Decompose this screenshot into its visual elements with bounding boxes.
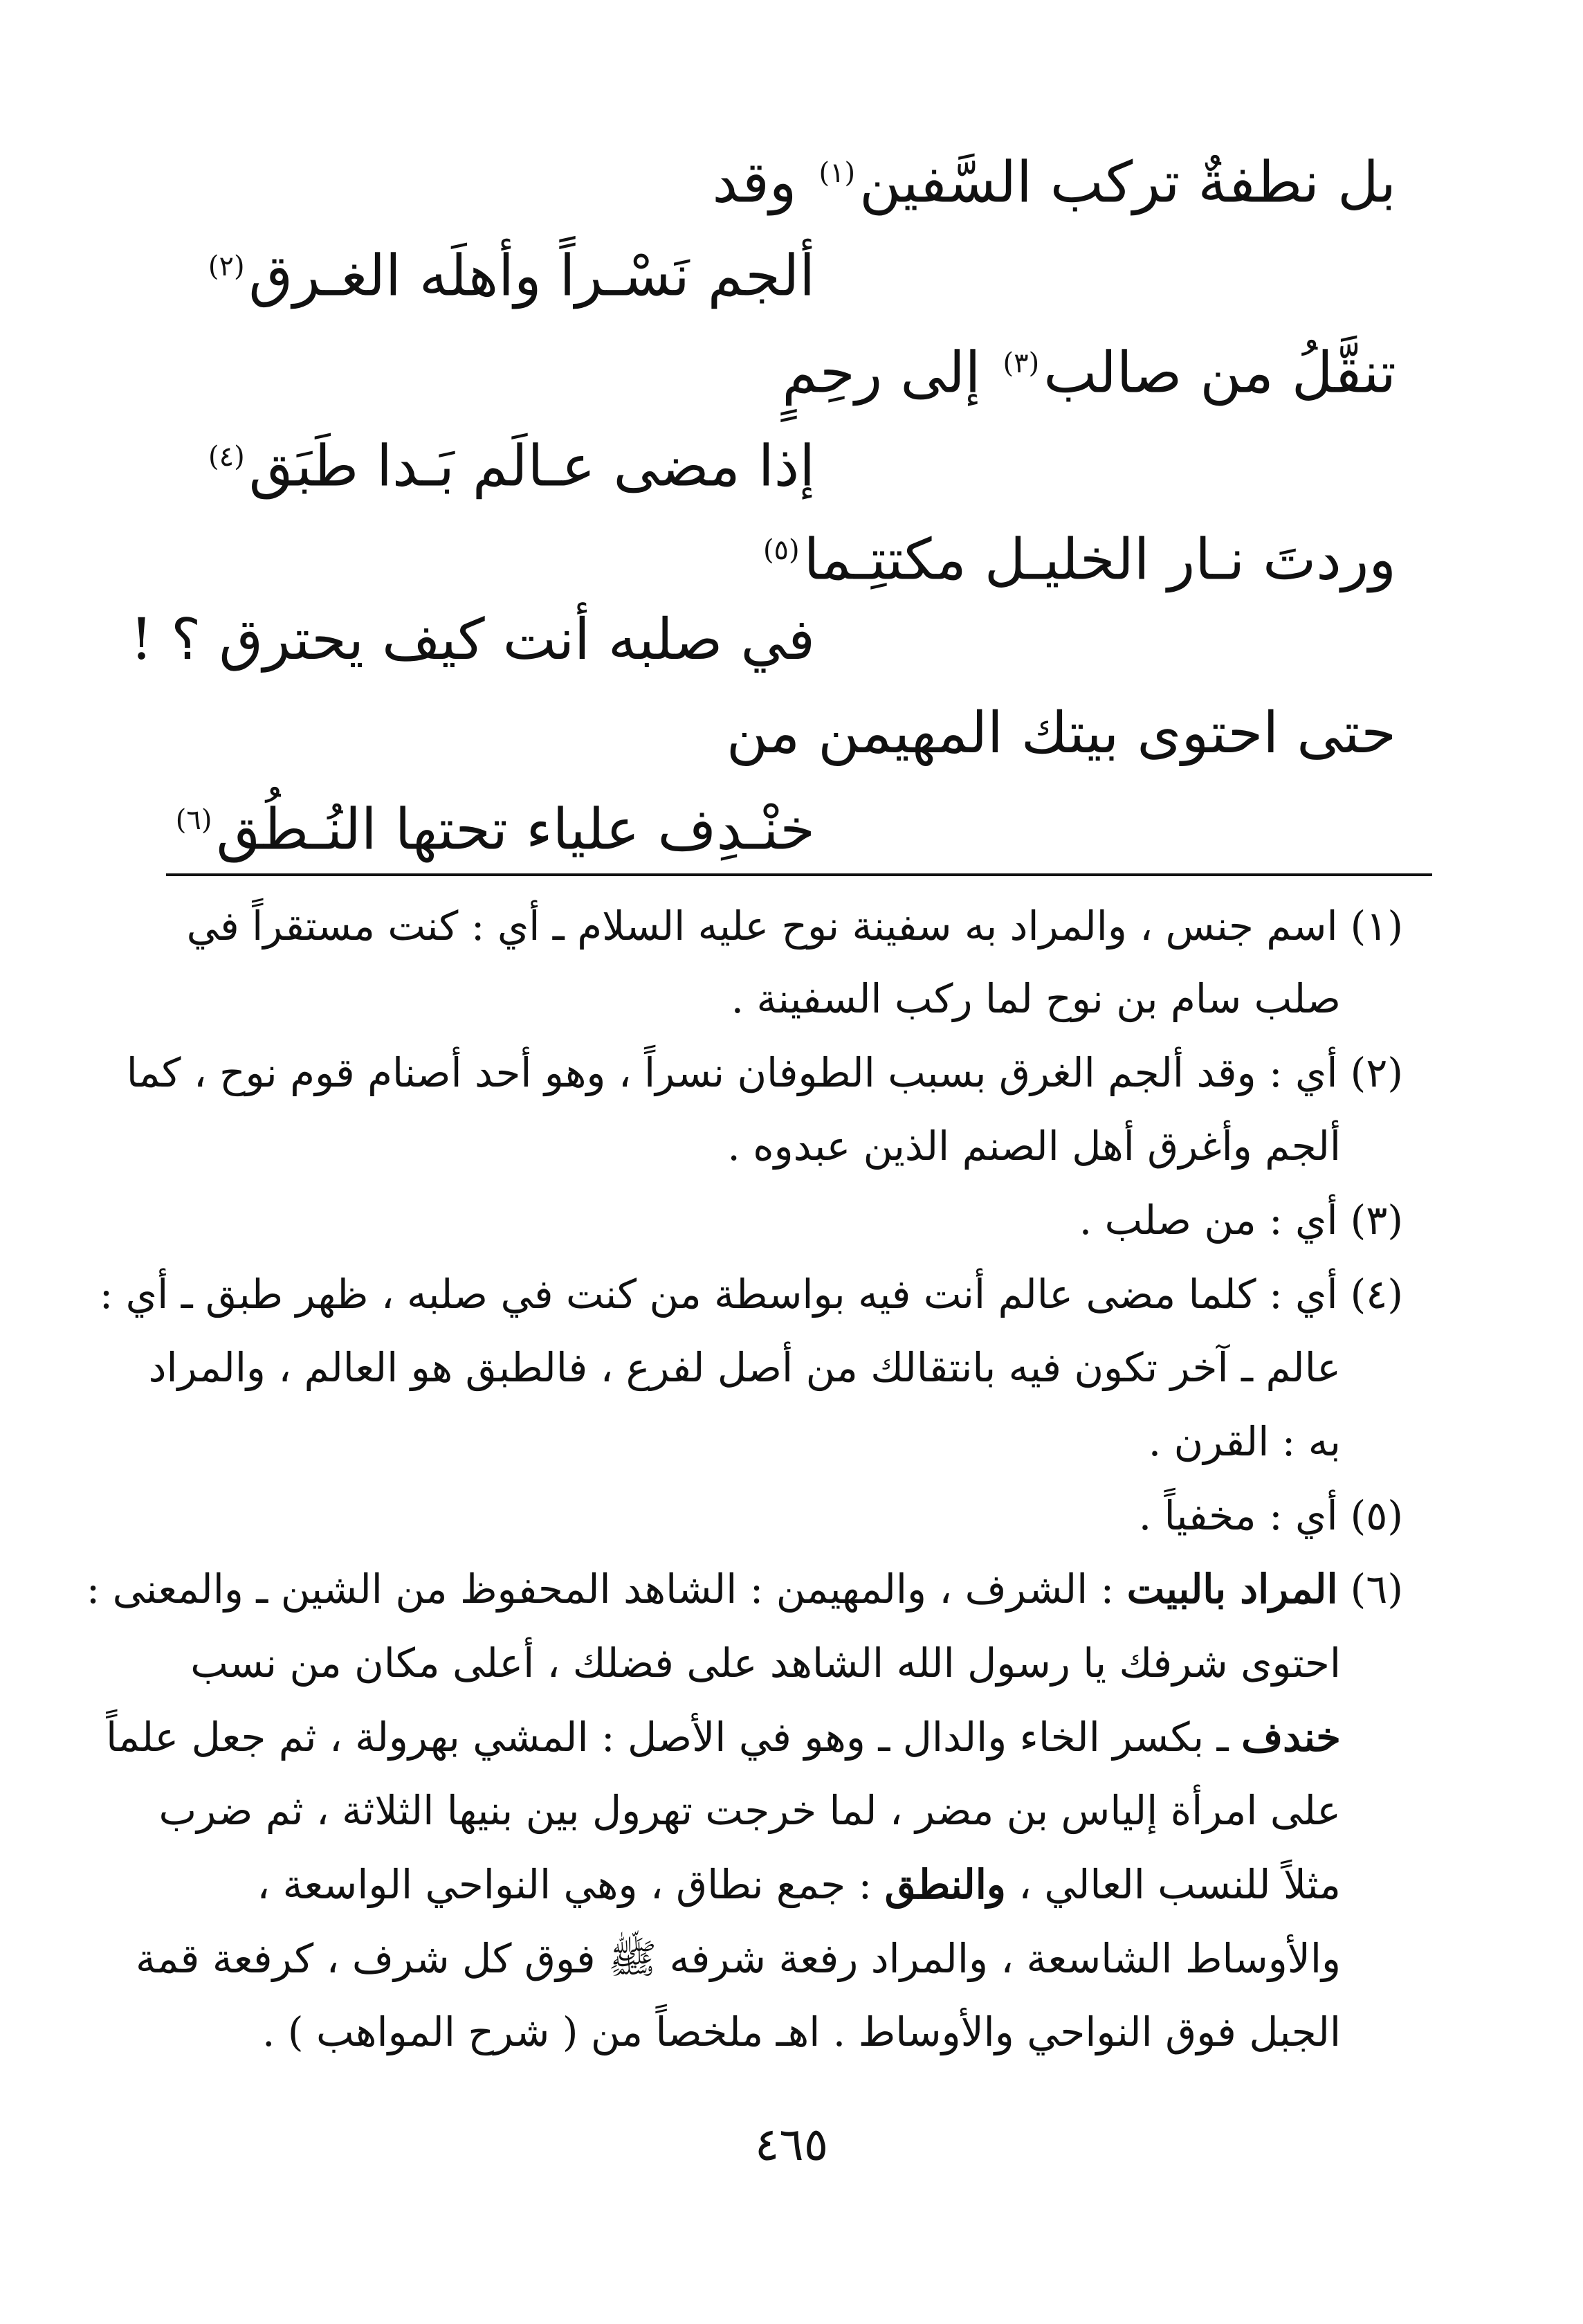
footnote-text: أي : وقد ألجم الغرق بسبب الطوفان نسراً ، وهو أحد أصنام قوم نوح ، كما — [126, 1049, 1338, 1096]
footnote-marker: (٢) — [208, 251, 245, 282]
footnote-keyword: والنطق — [884, 1861, 1006, 1908]
page-number: ٤٦٥ — [754, 2118, 829, 2171]
footnote-text: اسم جنس ، والمراد به سفينة نوح عليه السلام ـ أي : كنت مستقراً في — [186, 902, 1338, 950]
footnote-marker: (٣) — [1003, 347, 1040, 379]
verse-line-2 — [204, 228, 815, 314]
footnote-number: (٢) — [1350, 1049, 1403, 1096]
verse-6-text: في صلبه أنت كيف يحترق ؟ ! — [129, 607, 815, 673]
footnote-divider — [166, 873, 1432, 876]
footnote-number: (٣) — [1350, 1197, 1403, 1244]
verse-8-text: خنْـدِف علياء تحتها النُـطُق — [216, 797, 815, 863]
footnote-number: (١) — [1350, 902, 1403, 950]
verse-3-text: تنقَّلُ من صالب — [1043, 340, 1396, 406]
footnote-6-cont — [158, 1626, 1341, 1700]
footnote-keyword: المراد بالبيت — [1126, 1565, 1338, 1613]
verse-line-5 — [759, 512, 1396, 598]
verse-4-text: إذا مضى عـالَم بَـدا طَبَق — [248, 433, 815, 500]
footnote-marker: (١) — [818, 157, 856, 189]
footnote-6-cont4 — [158, 1848, 1341, 1921]
footnote-marker: (٥) — [762, 534, 800, 566]
footnote-1-cont — [158, 962, 1341, 1035]
footnote-text: احتوى شرفك يا رسول الله الشاهد على فضلك ، أعلى مكان من نسب — [190, 1640, 1341, 1687]
footnote-number: (٥) — [1350, 1492, 1403, 1539]
footnote-text: أي : كلما مضى عالم أنت فيه بواسطة من كنت في صلبه ، ظهر طبق ـ أي : — [99, 1271, 1338, 1318]
footnote-5 — [158, 1479, 1403, 1552]
verse-line-7 — [726, 696, 1396, 772]
footnote-text: صلب سام بن نوح لما ركب السفينة . — [731, 975, 1341, 1022]
verse-1-text: بل نطفةٌ تركب السَّفين — [859, 149, 1396, 216]
footnote-text: : جمع نطاق ، وهي النواحي الواسعة ، — [257, 1861, 872, 1908]
verse-2-text: ألجم نَسْـراً وأهلَه الغـرق — [248, 243, 815, 309]
footnote-text: أي : من صلب . — [1079, 1197, 1338, 1244]
footnote-4 — [99, 1258, 1403, 1331]
verse-3-end: إلى رحِمٍ — [782, 340, 981, 406]
verse-7-text: حتى احتوى بيتك المهيمن من — [726, 700, 1396, 766]
footnote-number: (٤) — [1350, 1271, 1403, 1318]
footnote-6-cont2 — [106, 1700, 1341, 1774]
footnote-keyword: خندف — [1241, 1714, 1341, 1761]
footnote-4-cont — [148, 1331, 1341, 1404]
verse-line-8 — [172, 782, 815, 868]
footnote-text: والأوساط الشاسعة ، والمراد رفعة شرفه ﷺ فوق كل شرف ، كرفعة قمة — [136, 1935, 1341, 1982]
footnote-text: ألجم وأغرق أهل الصنم الذين عبدوه . — [727, 1123, 1341, 1170]
footnote-text: : الشرف ، والمهيمن : الشاهد المحفوظ من الشين ـ والمعنى : — [86, 1565, 1115, 1613]
footnote-4-cont2 — [158, 1405, 1341, 1478]
footnote-2-cont — [158, 1109, 1341, 1183]
verse-line-6 — [130, 602, 815, 678]
footnote-2 — [126, 1036, 1403, 1109]
footnote-6-cont6 — [158, 1995, 1341, 2069]
footnote-text: ـ بكسر الخاء والدال ـ وهو في الأصل : المشي بهرولة ، ثم جعل علماً — [106, 1714, 1229, 1761]
footnote-text: أي : مخفياً . — [1138, 1492, 1338, 1539]
footnote-marker: (٤) — [208, 441, 245, 473]
verse-1-end: وقد — [712, 149, 797, 216]
footnote-6 — [86, 1552, 1403, 1626]
verse-line-1 — [713, 135, 1396, 221]
footnote-number: (٦) — [1350, 1565, 1403, 1613]
footnote-6-cont5 — [136, 1922, 1341, 1995]
footnote-text: به : القرن . — [1148, 1418, 1341, 1465]
footnote-1 — [158, 889, 1403, 963]
footnote-3 — [158, 1183, 1403, 1257]
footnote-marker: (٦) — [175, 804, 212, 836]
footnote-text: عالم ـ آخر تكون فيه بانتقالك من أصل لفرع ، فالطبق هو العالم ، والمراد — [148, 1344, 1341, 1391]
verse-line-4 — [204, 419, 815, 505]
footnote-6-cont3 — [158, 1774, 1341, 1847]
footnote-text: الجبل فوق النواحي والأوساط . اهـ ملخصاً من ( شرح المواهب ) . — [262, 2008, 1341, 2055]
footnote-text: على امرأة إلياس بن مضر ، لما خرجت تهرول بين بنيها الثلاثة ، ثم ضرب — [158, 1787, 1341, 1834]
verse-line-3 — [782, 325, 1396, 411]
verse-5-text: وردتَ نـار الخليـل مكتتِـما — [803, 527, 1396, 593]
footnote-text: مثلاً للنسب العالي ، — [1018, 1861, 1341, 1908]
